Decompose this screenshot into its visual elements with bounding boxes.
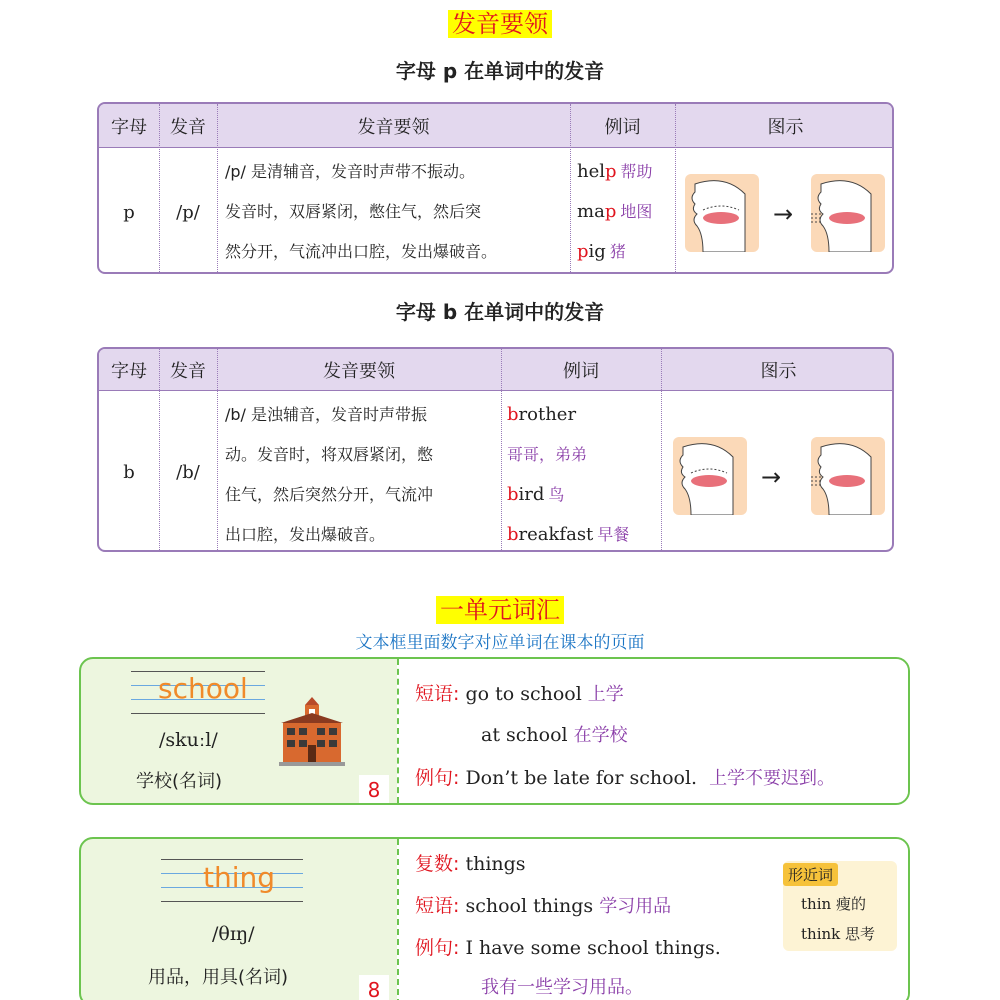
example-word: help 帮助: [577, 161, 653, 182]
phonetic: /θɪŋ/: [212, 923, 255, 945]
example-word: bird 鸟: [507, 484, 565, 505]
example-sentence: 例句: Don’t be late for school. 上学不要迟到。: [415, 767, 836, 789]
arrow-right-icon: →: [773, 200, 794, 228]
letter-cell: p: [123, 201, 135, 223]
header-diagram: 图示: [760, 361, 797, 382]
header-examples: 例词: [563, 361, 599, 382]
page-number: 8: [359, 975, 389, 1000]
example-sentence: 例句: I have some school things.: [415, 937, 721, 959]
phrase-line: 短语: school things 学习用品: [415, 895, 672, 917]
header-letter: 字母: [111, 117, 147, 138]
meaning: 学校(名词): [136, 771, 223, 792]
example-word: pig 猪: [577, 241, 626, 262]
phrase-line: 短语: go to school 上学: [415, 683, 624, 705]
phrase-line: at school 在学校: [481, 724, 628, 746]
vocab-word: school: [158, 672, 248, 705]
tips-cell: /p/ 是清辅音，发音时声带不振动。 发音时，双唇紧闭，憋住气，然后突 然分开，气流冲出口腔，发出爆破音。: [225, 162, 498, 261]
header-diagram: 图示: [767, 117, 804, 138]
vocab-card-school: [79, 657, 910, 805]
page-number-note: 文本框里面数字对应单词在课本的页面: [355, 633, 645, 653]
plural-line: 复数: things: [415, 853, 526, 875]
header-tips: 发音要领: [323, 361, 395, 382]
mouth-closed-icon: [685, 174, 759, 252]
example-word: 哥哥，弟弟: [507, 445, 588, 464]
tips-cell: /b/ 是浊辅音，发音时声带振 动。发音时，将双唇紧闭，憋 住气，然后突然分开，气流冲 出口腔，发出爆破音。: [225, 405, 434, 544]
similar-words-box: [783, 861, 897, 951]
p-pronunciation-table: [97, 102, 894, 274]
mouth-open-icon: [811, 174, 885, 252]
b-table-title: 字母 b 在单词中的发音: [395, 300, 605, 324]
arrow-right-icon: →: [761, 463, 782, 491]
similar-word: thin 瘦的: [801, 895, 866, 913]
letter-cell: b: [123, 462, 135, 483]
example-word: breakfast 早餐: [507, 524, 630, 545]
sound-cell: /b/: [176, 462, 200, 483]
examples-cell: [577, 152, 653, 272]
meaning: 用品，用具(名词): [148, 967, 289, 988]
section-title-pronunciation: 发音要领: [0, 4, 1000, 39]
page-number: 8: [359, 775, 389, 805]
header-examples: 例词: [604, 117, 641, 138]
phonetic: /skuːl/: [159, 729, 218, 751]
header-letter: 字母: [111, 361, 147, 382]
vocab-word: thing: [203, 861, 276, 894]
example-translation: 我有一些学习用品。: [481, 977, 643, 998]
similar-word: think 思考: [801, 925, 876, 943]
mouth-open-icon: [811, 437, 885, 515]
header-sound: 发音: [170, 117, 206, 138]
similar-words-tag: 形近词: [783, 863, 838, 886]
school-building-icon: [279, 695, 345, 767]
section-title-vocabulary: 一单元词汇: [0, 590, 1000, 625]
sound-cell: /p/: [176, 201, 200, 223]
header-sound: 发音: [170, 361, 206, 382]
example-word: map 地图: [577, 201, 653, 222]
b-pronunciation-table: [97, 347, 894, 552]
header-tips: 发音要领: [357, 117, 430, 138]
vocab-card-thing: [79, 837, 910, 1000]
mouth-closed-icon: [673, 437, 747, 515]
p-table-title: 字母 p 在单词中的发音: [395, 59, 605, 83]
example-word: brother: [507, 404, 577, 425]
examples-cell: [507, 395, 629, 552]
